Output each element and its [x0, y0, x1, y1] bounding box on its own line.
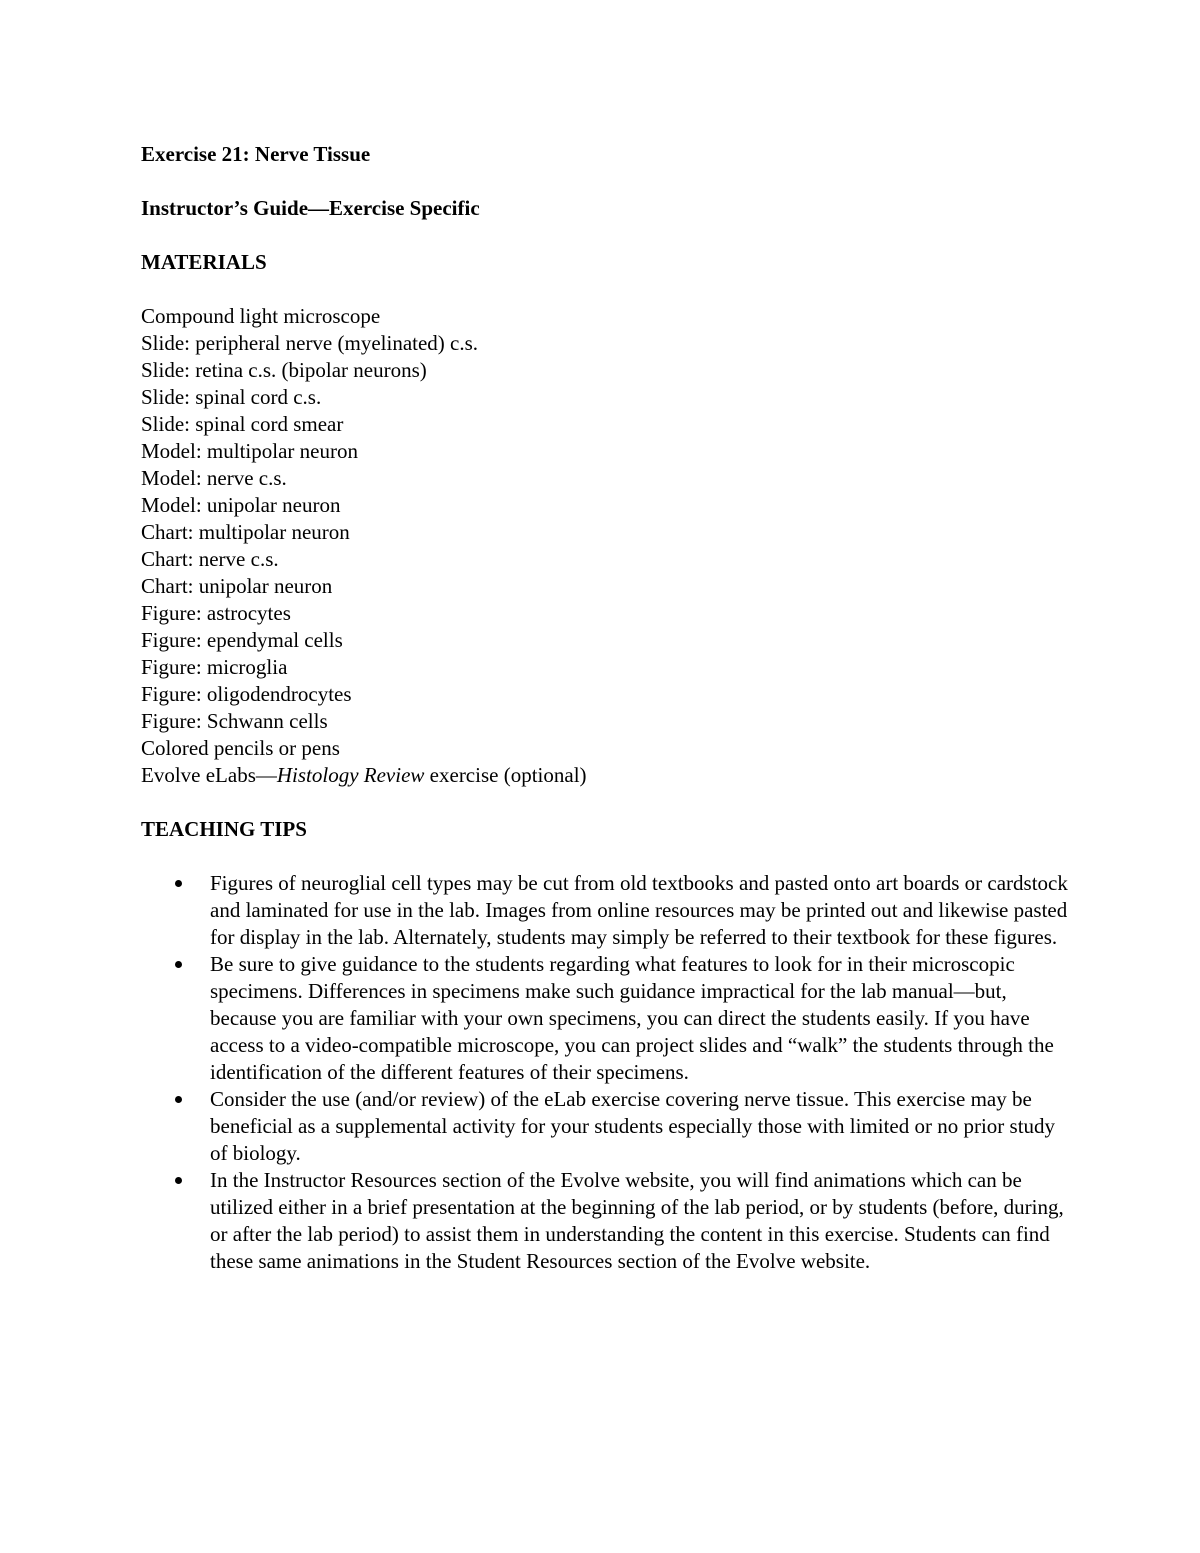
tip-item — [141, 1086, 1071, 1167]
tip-text: Figures of neuroglial cell types may be cut from old textbooks and pasted onto art boards or cardstock and laminated for use in the lab. Images from online resources may be printed out and likewise pasted for display in the lab. Alternately, students may simply be referred to their textbook for these figures. — [210, 871, 1068, 949]
document-title: Exercise 21: Nerve Tissue — [141, 142, 371, 166]
bullet-icon — [175, 961, 182, 968]
material-item: Model: multipolar neuron — [141, 439, 358, 463]
material-item: Slide: spinal cord smear — [141, 412, 344, 436]
material-item: Chart: multipolar neuron — [141, 520, 350, 544]
bullet-icon — [175, 1096, 182, 1103]
material-item: Figure: oligodendrocytes — [141, 682, 352, 706]
evolve-exercise-name: Histology Review — [276, 763, 425, 787]
tip-text: Be sure to give guidance to the students regarding what features to look for in their microscopic specimens. Differences in specimens make such guidance impractical for the lab manual—but, because you are familiar with your own specimens, you can direct the students easily. If you have access to a video-compatible microscope, you can project slides and “walk” the students through the identification of the different features of their specimens. — [210, 952, 1054, 1084]
teaching-tips-heading: TEACHING TIPS — [141, 817, 307, 841]
tip-item — [141, 1167, 1071, 1275]
evolve-prefix: Evolve eLabs— — [141, 763, 277, 787]
evolve-suffix: exercise (optional) — [424, 763, 587, 787]
tip-text: In the Instructor Resources section of the Evolve website, you will find animations which can be utilized either in a brief presentation at the beginning of the lab period, or by students (before, during, or after the lab period) to assist them in understanding the content in this exercise. Students can find these same animations in the Student Resources section of the Evolve website. — [210, 1168, 1064, 1273]
material-item: Chart: unipolar neuron — [141, 574, 333, 598]
material-item: Colored pencils or pens — [141, 736, 340, 760]
material-item: Figure: ependymal cells — [141, 628, 343, 652]
material-item: Slide: peripheral nerve (myelinated) c.s. — [141, 331, 479, 355]
material-item: Figure: Schwann cells — [141, 709, 328, 733]
teaching-tips-list — [141, 870, 1071, 1275]
tip-item — [141, 870, 1071, 951]
tip-text: Consider the use (and/or review) of the eLab exercise covering nerve tissue. This exercise may be beneficial as a supplemental activity for your students especially those with limited or no prior study of biology. — [210, 1087, 1056, 1165]
material-item: Chart: nerve c.s. — [141, 547, 279, 571]
document-subtitle: Instructor’s Guide—Exercise Specific — [141, 196, 480, 220]
material-item: Figure: astrocytes — [141, 601, 291, 625]
material-item: Slide: retina c.s. (bipolar neurons) — [141, 358, 427, 382]
material-item-evolve — [141, 762, 1071, 789]
bullet-icon — [175, 880, 182, 887]
document-page — [141, 141, 1071, 1275]
material-item: Figure: microglia — [141, 655, 288, 679]
material-item: Compound light microscope — [141, 304, 381, 328]
material-item: Model: nerve c.s. — [141, 466, 287, 490]
material-item: Slide: spinal cord c.s. — [141, 385, 322, 409]
material-item: Model: unipolar neuron — [141, 493, 341, 517]
tip-item — [141, 951, 1071, 1086]
bullet-icon — [175, 1177, 182, 1184]
materials-list — [141, 303, 1071, 789]
materials-heading: MATERIALS — [141, 250, 267, 274]
